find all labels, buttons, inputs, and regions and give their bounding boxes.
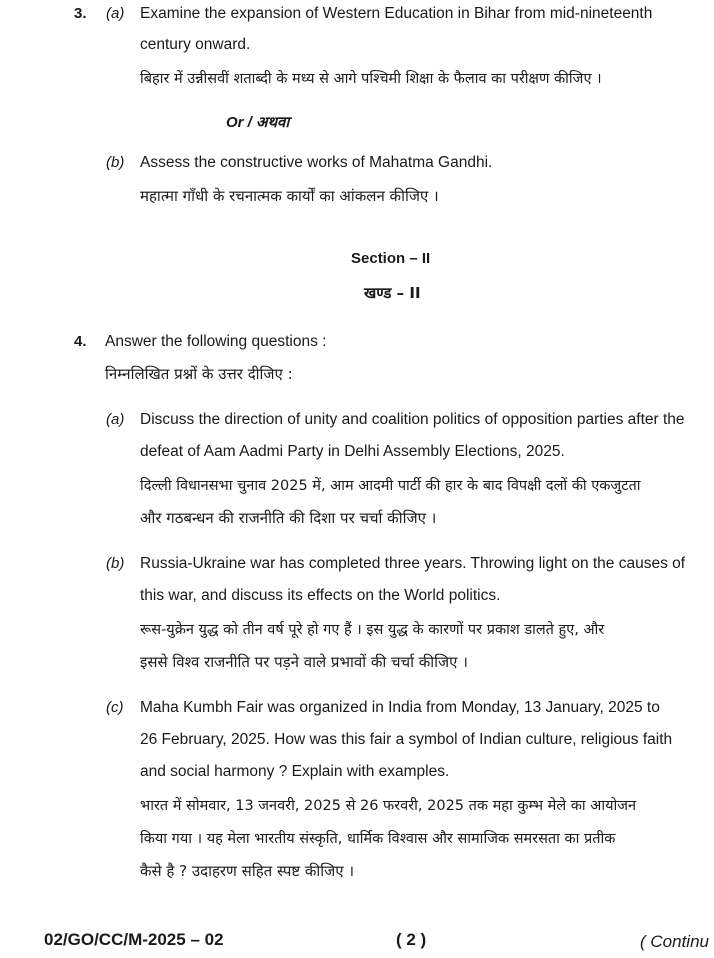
question-text: Assess the constructive works of Mahatma Gandhi.: [140, 154, 493, 171]
option-label: (a): [106, 411, 125, 428]
question-text: century onward.: [140, 36, 251, 53]
option-label: (c): [106, 699, 124, 716]
page-number: ( 2 ): [396, 930, 427, 949]
or-separator: Or / अथवा: [226, 114, 290, 131]
question-text: Examine the expansion of Western Education in Bihar from mid-nineteenth: [140, 5, 653, 22]
question-text: Discuss the direction of unity and coalition politics of opposition parties after the: [140, 411, 685, 428]
section-title-hindi: खण्ड – II: [364, 284, 421, 302]
question-text-hindi: महात्मा गाँधी के रचनात्मक कार्यों का आंकलन कीजिए ।: [140, 187, 439, 205]
question-intro-hindi: निम्नलिखित प्रश्नों के उत्तर दीजिए :: [105, 365, 293, 383]
option-label: (a): [106, 5, 125, 22]
question-text-hindi: रूस-युक्रेन युद्ध को तीन वर्ष पूरे हो गए हैं । इस युद्ध के कारणों पर प्रकाश डालते हुए, और: [140, 622, 605, 638]
question-number: 4.: [74, 333, 87, 350]
paper-code: 02/GO/CC/M-2025 – 02: [44, 930, 224, 949]
question-text-hindi: बिहार में उन्नीसवीं शताब्दी के मध्य से आगे पश्चिमी शिक्षा के फैलाव का परीक्षण कीजिए ।: [140, 71, 602, 87]
question-text-hindi: इससे विश्व राजनीति पर पड़ने वाले प्रभावों की चर्चा कीजिए ।: [140, 653, 468, 671]
question-text: and social harmony ? Explain with examples.: [140, 763, 450, 780]
section-title: Section – II: [351, 250, 431, 267]
continued-note: ( Continu: [640, 932, 709, 951]
question-number: 3.: [74, 5, 87, 22]
question-text-hindi: और गठबन्धन की राजनीति की दिशा पर चर्चा कीजिए ।: [140, 509, 437, 527]
question-text-hindi: दिल्ली विधानसभा चुनाव 2025 में, आम आदमी पार्टी की हार के बाद विपक्षी दलों की एकजुटता: [140, 478, 641, 494]
question-text-hindi: भारत में सोमवार, 13 जनवरी, 2025 से 26 फरवरी, 2025 तक महा कुम्भ मेले का आयोजन: [140, 798, 637, 814]
question-text-hindi: कैसे है ? उदाहरण सहित स्पष्ट कीजिए ।: [140, 862, 355, 880]
option-label: (b): [106, 555, 125, 572]
option-label: (b): [106, 154, 125, 171]
question-intro: Answer the following questions :: [105, 333, 327, 350]
question-text: 26 February, 2025. How was this fair a symbol of Indian culture, religious faith: [140, 731, 673, 748]
question-text-hindi: किया गया । यह मेला भारतीय संस्कृति, धार्मिक विश्वास और सामाजिक समरसता का प्रतीक: [140, 831, 616, 847]
question-text: Maha Kumbh Fair was organized in India from Monday, 13 January, 2025 to: [140, 699, 660, 716]
question-text: defeat of Aam Aadmi Party in Delhi Assembly Elections, 2025.: [140, 443, 565, 460]
question-text: this war, and discuss its effects on the World politics.: [140, 587, 501, 604]
question-text: Russia-Ukraine war has completed three years. Throwing light on the causes of: [140, 555, 686, 572]
